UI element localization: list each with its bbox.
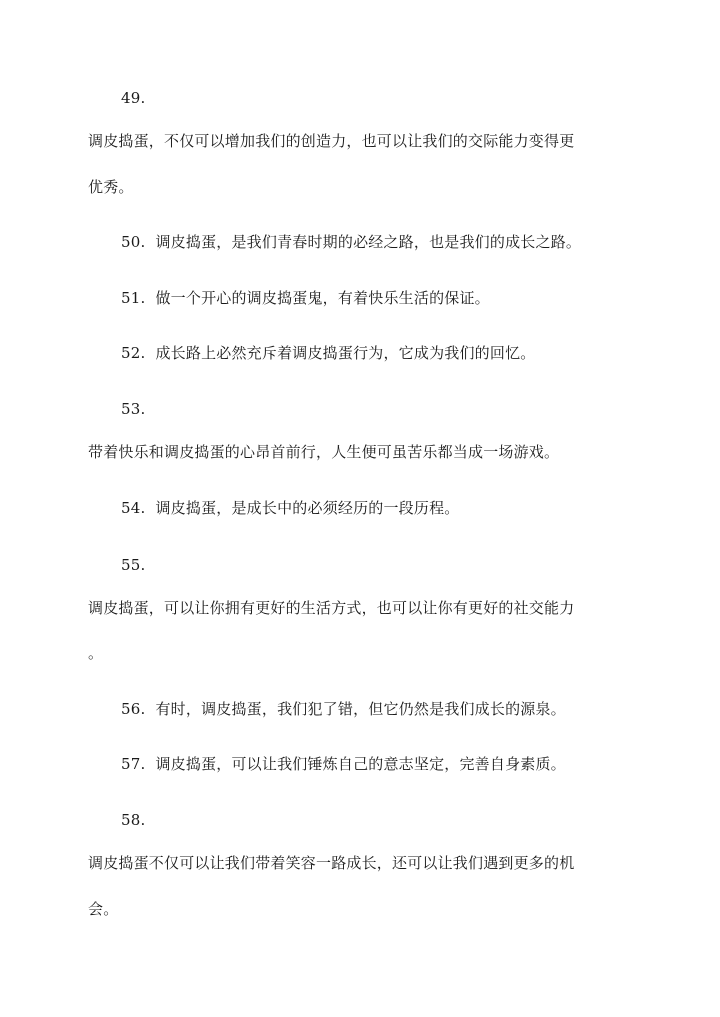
item-text-line: 调皮捣蛋不仅可以让我们带着笑容一路成长，还可以让我们遇到更多的机 — [88, 854, 575, 872]
item-number: 52. — [121, 344, 146, 362]
item-text-line: 。 — [88, 644, 104, 662]
item-number: 56. — [121, 700, 146, 718]
item-text: 有时，调皮捣蛋，我们犯了错，但它仍然是我们成长的源泉。 — [155, 700, 566, 718]
item-text-line: 调皮捣蛋，可以让你拥有更好的生活方式，也可以让你有更好的社交能力 — [88, 599, 575, 617]
item-number: 54. — [121, 499, 146, 517]
item-text: 调皮捣蛋，是成长中的必须经历的一段历程。 — [155, 499, 460, 517]
item-text-line: 带着快乐和调皮捣蛋的心昂首前行，人生便可虽苦乐都当成一场游戏。 — [88, 443, 560, 461]
list-item — [121, 232, 581, 252]
item-text: 做一个开心的调皮捣蛋鬼，有着快乐生活的保证。 — [155, 289, 490, 307]
item-number: 57. — [121, 755, 146, 773]
item-text-line: 调皮捣蛋，不仅可以增加我们的创造力，也可以让我们的交际能力变得更 — [88, 132, 575, 150]
item-text: 成长路上必然充斥着调皮捣蛋行为，它成为我们的回忆。 — [155, 344, 536, 362]
item-text-line: 优秀。 — [88, 178, 134, 196]
item-number: 55. — [121, 556, 146, 574]
list-item — [121, 498, 459, 518]
item-text: 调皮捣蛋，是我们青春时期的必经之路，也是我们的成长之路。 — [155, 233, 582, 251]
item-number: 53. — [121, 400, 146, 418]
list-item — [121, 754, 566, 774]
item-number: 49. — [121, 89, 146, 107]
list-item — [121, 699, 566, 719]
item-text-line: 会。 — [88, 900, 119, 918]
item-number: 58. — [121, 811, 146, 829]
list-item — [121, 288, 490, 308]
list-item — [121, 343, 535, 363]
item-number: 50. — [121, 233, 146, 251]
item-text: 调皮捣蛋，可以让我们锤炼自己的意志坚定，完善自身素质。 — [155, 755, 566, 773]
item-number: 51. — [121, 289, 146, 307]
